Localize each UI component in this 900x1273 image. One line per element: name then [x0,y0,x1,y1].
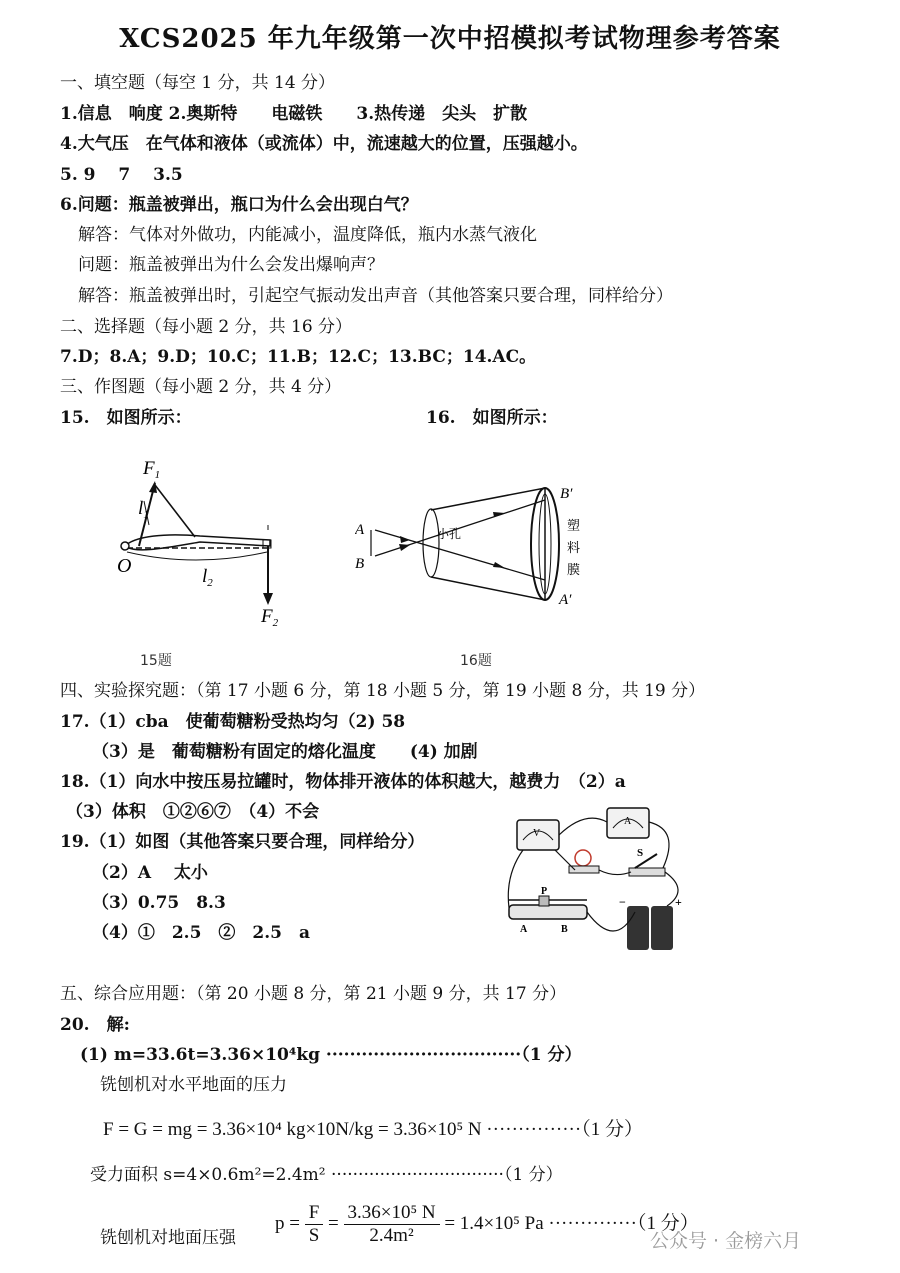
figure-16-caption: 16题 [460,653,492,669]
bulb [569,850,599,873]
rheostat [509,886,587,935]
label-b-prime: B′ [560,486,573,502]
switch-label: S [637,847,644,859]
rheostat-b-label: B [561,924,568,935]
figure-16-pinhole [355,470,615,620]
p-lhs: p = [275,1212,300,1234]
ray-b-arrow-2 [493,512,505,517]
l2-brace [127,552,267,560]
q6-question-2: 问题：瓶盖被弹出为什么会发出爆响声？ [78,255,384,275]
section5-heading: 五、综合应用题：（第 20 小题 8 分，第 21 小题 9 分，共 17 分） [60,984,567,1004]
fraction-values: $\frac{\text{3.36×10⁵ N}}{\text{2.4m²}}$ [344,1202,440,1247]
label-a: A [355,522,365,538]
ammeter [607,808,649,838]
pressure-force-label: 铣刨机对水平地面的压力 [100,1075,287,1095]
q15-label: 15. 如图所示： [60,408,192,428]
q19-line-1: 19.（1）如图（其他答案只要合理，同样给分） [60,832,425,852]
q4-answer: 4.大气压 在气体和液体（或流体）中，流速越大的位置，压强越小。 [60,134,588,154]
q6-question-1: 6.问题：瓶盖被弹出，瓶口为什么会出现白气？ [60,195,418,215]
q16-label: 16. 如图所示： [426,408,558,428]
f2-label: $F_2$ [261,606,279,629]
f1-label: $F_1$ [143,458,161,481]
q5-answer: 5. 9 7 3.5 [60,165,183,185]
camera-body [431,488,545,600]
label-b: B [355,556,365,572]
camera-front [423,509,439,577]
p-rhs: = 1.4×10⁵ Pa ··············（1 分） [444,1212,699,1234]
figure-15-lever [105,450,305,640]
q17-line-2: （3）是 葡萄糖粉有固定的熔化温度 (4) 加剧 [92,742,478,762]
battery-minus: − [619,895,626,909]
q19-line-3: （3）0.75 8.3 [92,893,226,913]
label-film-2: 料 [567,540,581,555]
ray-a-arrow [400,536,410,543]
force-equation: F = G = mg = 3.36×10⁴ kg×10N/kg = 3.36×10⁵ N ···············（1 分） [103,1119,643,1140]
section1-heading: 一、填空题（每空 1 分，共 14 分） [60,73,336,93]
ammeter-label: A [624,816,632,827]
rheostat-a-label: A [520,924,528,935]
figure-15-caption: 15题 [140,653,172,669]
voltmeter-label: V [533,828,541,839]
ray-b-arrow [399,544,410,551]
q20-label: 20. 解: [60,1015,130,1035]
ray-a-arrow-2 [493,562,505,568]
label-a-prime: A′ [559,592,572,608]
q19-line-2: （2）A 太小 [92,863,208,883]
l2-label: $l_2$ [202,566,213,589]
q1-3-answer: 1.信息 响度 2.奥斯特 电磁铁 3.热传递 尖头 扩散 [60,104,528,124]
figure-19-circuit [495,800,695,960]
l1-line [155,485,195,537]
q17-line-1: 17.（1）cba 使葡萄糖粉受热均匀（2) 58 [60,712,406,732]
section4-heading: 四、实验探究题：（第 17 小题 6 分，第 18 小题 5 分，第 19 小题 8 分，共 19 分） [60,681,706,701]
fulcrum-o [121,542,129,550]
fraction-f-over-s: $\frac{F}{S}$ [305,1202,324,1247]
choice-answers: 7.D；8.A；9.D；10.C；11.B；12.C；13.BC；14.AC。 [60,347,537,367]
section3-heading: 三、作图题（每小题 2 分，共 4 分） [60,377,342,397]
label-hole: 小孔 [437,527,462,541]
switch [629,847,665,876]
pressure-label: 铣刨机对地面压强 [100,1228,236,1248]
pressure-equation: p = $\frac{F}{S}$ = $\frac{\text{3.36×10⁵ N}}{\text{2.4m²}}$ = 1.4×10⁵ Pa ··············（1 分） [275,1202,699,1246]
mass-line: (1) m=33.6t=3.36×10⁴kg ·································（1 分） [80,1045,582,1065]
f2-arrowhead [263,593,273,605]
section2-heading: 二、选择题（每小题 2 分，共 16 分） [60,317,353,337]
area-line: 受力面积 s=4×0.6m²=2.4m² ································（1 分） [90,1165,563,1185]
rheostat-p-label: P [541,886,548,897]
q6-answer-2: 解答：瓶盖被弹出时，引起空气振动发出声音（其他答案只要合理，同样给分） [78,286,673,306]
label-film-1: 塑 [567,518,581,533]
q18-line-2: （3）体积 ①②⑥⑦ （4）不会 [66,802,320,822]
voltmeter [517,820,559,850]
label-film-3: 膜 [567,562,581,577]
l1-label: $l_1$ [138,498,149,521]
q6-answer-1: 解答：气体对外做功，内能减小，温度降低，瓶内水蒸气液化 [78,225,537,245]
page-title: XCS2025 年九年级第一次中招模拟考试物理参考答案 [119,24,781,54]
q18-line-1: 18.（1）向水中按压易拉罐时，物体排开液体的体积越大，越费力 （2）a [60,772,626,792]
battery-plus: + [675,895,682,909]
watermark: 公众号 · 金榜六月 [650,1230,802,1252]
o-label: O [117,555,132,577]
q19-line-4: （4）① 2.5 ② 2.5 a [92,923,310,943]
